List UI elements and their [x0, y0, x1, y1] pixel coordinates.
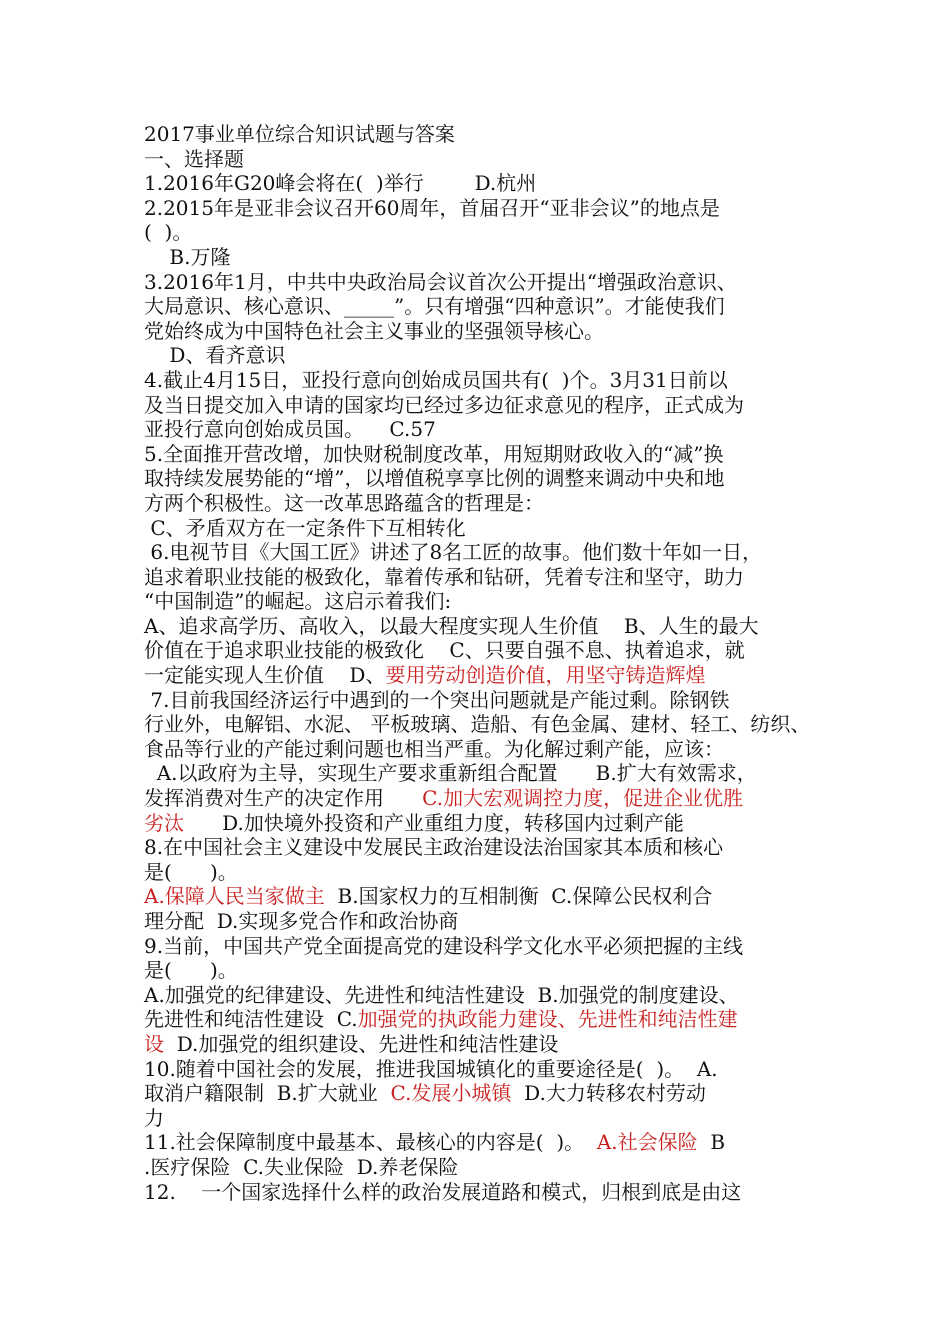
text-run: 4.截止4月15日，亚投行意向创始成员国共有( )个。3月31日前以: [144, 367, 728, 392]
text-run: 取持续发展势能的“增”，以增值税享享比例的调整来调动中央和地: [144, 466, 725, 491]
text-run: 是( )。: [144, 958, 238, 983]
text-run: “中国制造”的崛起。这启示着我们:: [144, 589, 452, 614]
text-run: 7.目前我国经济运行中遇到的一个突出问题就是产能过剩。除钢铁: [144, 687, 730, 712]
text-line: [144, 884, 812, 909]
document-body: [144, 171, 812, 1204]
answer-highlight: 加强党的执政能力建设、先进性和纯洁性建: [357, 1007, 738, 1032]
text-line: [144, 958, 812, 983]
text-run: A.以政府为主导，实现生产要求重新组合配置 B.扩大有效需求，: [144, 761, 757, 786]
text-line: [144, 638, 812, 663]
text-line: [144, 245, 812, 270]
answer-highlight: 设: [144, 1031, 164, 1056]
text-line: [144, 1057, 812, 1082]
text-run: 1.2016年G20峰会将在( )举行 D.杭州: [144, 171, 537, 196]
text-line: [144, 270, 812, 295]
text-run: 是( )。: [144, 859, 238, 884]
text-line: [144, 393, 812, 418]
text-run: 12. 一个国家选择什么样的政治发展道路和模式，归根到底是由这: [144, 1179, 742, 1204]
text-run: 8.在中国社会主义建设中发展民主政治建设法治国家其本质和核心: [144, 835, 724, 860]
text-run: 10.随着中国社会的发展，推进我国城镇化的重要途径是( )。 A.: [144, 1056, 718, 1081]
text-line: [144, 663, 812, 688]
text-run: 取消户籍限制 B.扩大就业: [144, 1081, 391, 1106]
text-line: [144, 565, 812, 590]
answer-highlight: 要用劳动创造价值，用坚守铸造辉煌: [385, 663, 706, 688]
answer-highlight: A.保障人民当家做主: [144, 884, 325, 909]
text-line: [144, 835, 812, 860]
answer-highlight: A.社会保险: [596, 1130, 698, 1155]
text-run: 大局意识、核心意识、_____”。只有增强“四种意识”。才能使我们: [144, 294, 725, 319]
text-line: [144, 786, 812, 811]
text-line: [144, 860, 812, 885]
text-line: [144, 343, 812, 368]
text-line: [144, 934, 812, 959]
text-run: 价值在于追求职业技能的极致化 C、只要自强不息、执着追求，就: [144, 638, 745, 663]
text-line: [144, 688, 812, 713]
text-line: [144, 319, 812, 344]
text-run: 追求着职业技能的极致化，靠着传承和钻研，凭着专注和坚守，助力: [144, 564, 744, 589]
text-line: [144, 712, 812, 737]
text-line: [144, 1180, 812, 1205]
text-run: 食品等行业的产能过剩问题也相当严重。为化解过剩产能，应该：: [144, 736, 724, 761]
text-run: 3.2016年1月，中共中央政治局会议首次公开提出“增强政治意识、: [144, 269, 737, 294]
text-line: [144, 491, 812, 516]
text-run: 力: [144, 1105, 164, 1130]
text-line: [144, 294, 812, 319]
text-run: 2.2015年是亚非会议召开60周年，首届召开“亚非会议”的地点是: [144, 195, 720, 220]
text-line: [144, 983, 812, 1008]
text-line: [144, 1130, 812, 1155]
text-run: 行业外，电解铝、水泥、 平板玻璃、造船、有色金属、建材、轻工、纺织、: [144, 712, 811, 737]
text-line: [144, 589, 812, 614]
answer-highlight: 劣汰: [144, 810, 184, 835]
text-run: 党始终成为中国特色社会主义事业的坚强领导核心。: [144, 318, 604, 343]
text-run: 6.电视节目《大国工匠》讲述了8名工匠的故事。他们数十年如一日，: [144, 540, 763, 565]
section-heading: 一、选择题: [144, 146, 244, 171]
text-line: [144, 220, 812, 245]
text-run: 9.当前，中国共产党全面提高党的建设科学文化水平必须把握的主线: [144, 933, 744, 958]
document-page: [144, 122, 812, 1204]
text-line: [144, 466, 812, 491]
text-run: D.加快境外投资和产业重组力度，转移国内过剩产能: [184, 810, 684, 835]
text-line: [144, 614, 812, 639]
text-run: B: [697, 1130, 726, 1155]
text-run: D、看齐意识: [144, 343, 286, 368]
text-run: C、矛盾双方在一定条件下互相转化: [144, 515, 466, 540]
text-run: 一定能实现人生价值 D、: [144, 663, 386, 688]
text-run: D.加强党的组织建设、先进性和纯洁性建设: [164, 1031, 559, 1056]
document-title: 2017事业单位综合知识试题与答案: [144, 122, 455, 146]
text-run: 发挥消费对生产的决定作用: [144, 786, 423, 811]
text-line: [144, 1081, 812, 1106]
text-run: .医疗保险 C.失业保险 D.养老保险: [144, 1154, 459, 1179]
text-run: A、追求高学历、高收入，以最大程度实现人生价值 B、人生的最大: [144, 613, 759, 638]
text-run: 5.全面推开营改增，加快财税制度改革，用短期财政收入的“减”换: [144, 441, 724, 466]
text-line: [144, 196, 812, 221]
text-run: 亚投行意向创始成员国。 C.57: [144, 417, 436, 442]
text-line: [144, 368, 812, 393]
text-line: [144, 1032, 812, 1057]
text-line: [144, 909, 812, 934]
text-line: [144, 737, 812, 762]
text-line: [144, 540, 812, 565]
text-run: 及当日提交加入申请的国家均已经过多边征求意见的程序，正式成为: [144, 392, 744, 417]
text-run: 方两个积极性。这一改革思路蕴含的哲理是：: [144, 490, 544, 515]
answer-highlight: C.加大宏观调控力度，促进企业优胜: [422, 786, 744, 811]
text-line: [144, 761, 812, 786]
text-run: 理分配 D.实现多党合作和政治协商: [144, 909, 459, 933]
text-line: [144, 1007, 812, 1032]
text-run: 11.社会保障制度中最基本、最核心的内容是( )。: [144, 1130, 597, 1155]
text-line: [144, 1155, 812, 1180]
text-run: ( )。: [144, 220, 193, 245]
text-line: [144, 171, 812, 196]
text-line: [144, 442, 812, 467]
text-run: 先进性和纯洁性建设 C.: [144, 1007, 358, 1032]
text-run: A.加强党的纪律建设、先进性和纯洁性建设 B.加强党的制度建设、: [144, 982, 739, 1007]
text-run: D.大力转移农村劳动: [511, 1081, 706, 1106]
text-run: B.国家权力的互相制衡 C.保障公民权利合: [324, 884, 713, 909]
text-run: B.万隆: [144, 244, 231, 269]
answer-highlight: C.发展小城镇: [390, 1081, 512, 1106]
text-line: [144, 1106, 812, 1131]
text-line: [144, 417, 812, 442]
text-line: [144, 811, 812, 836]
text-line: [144, 516, 812, 541]
